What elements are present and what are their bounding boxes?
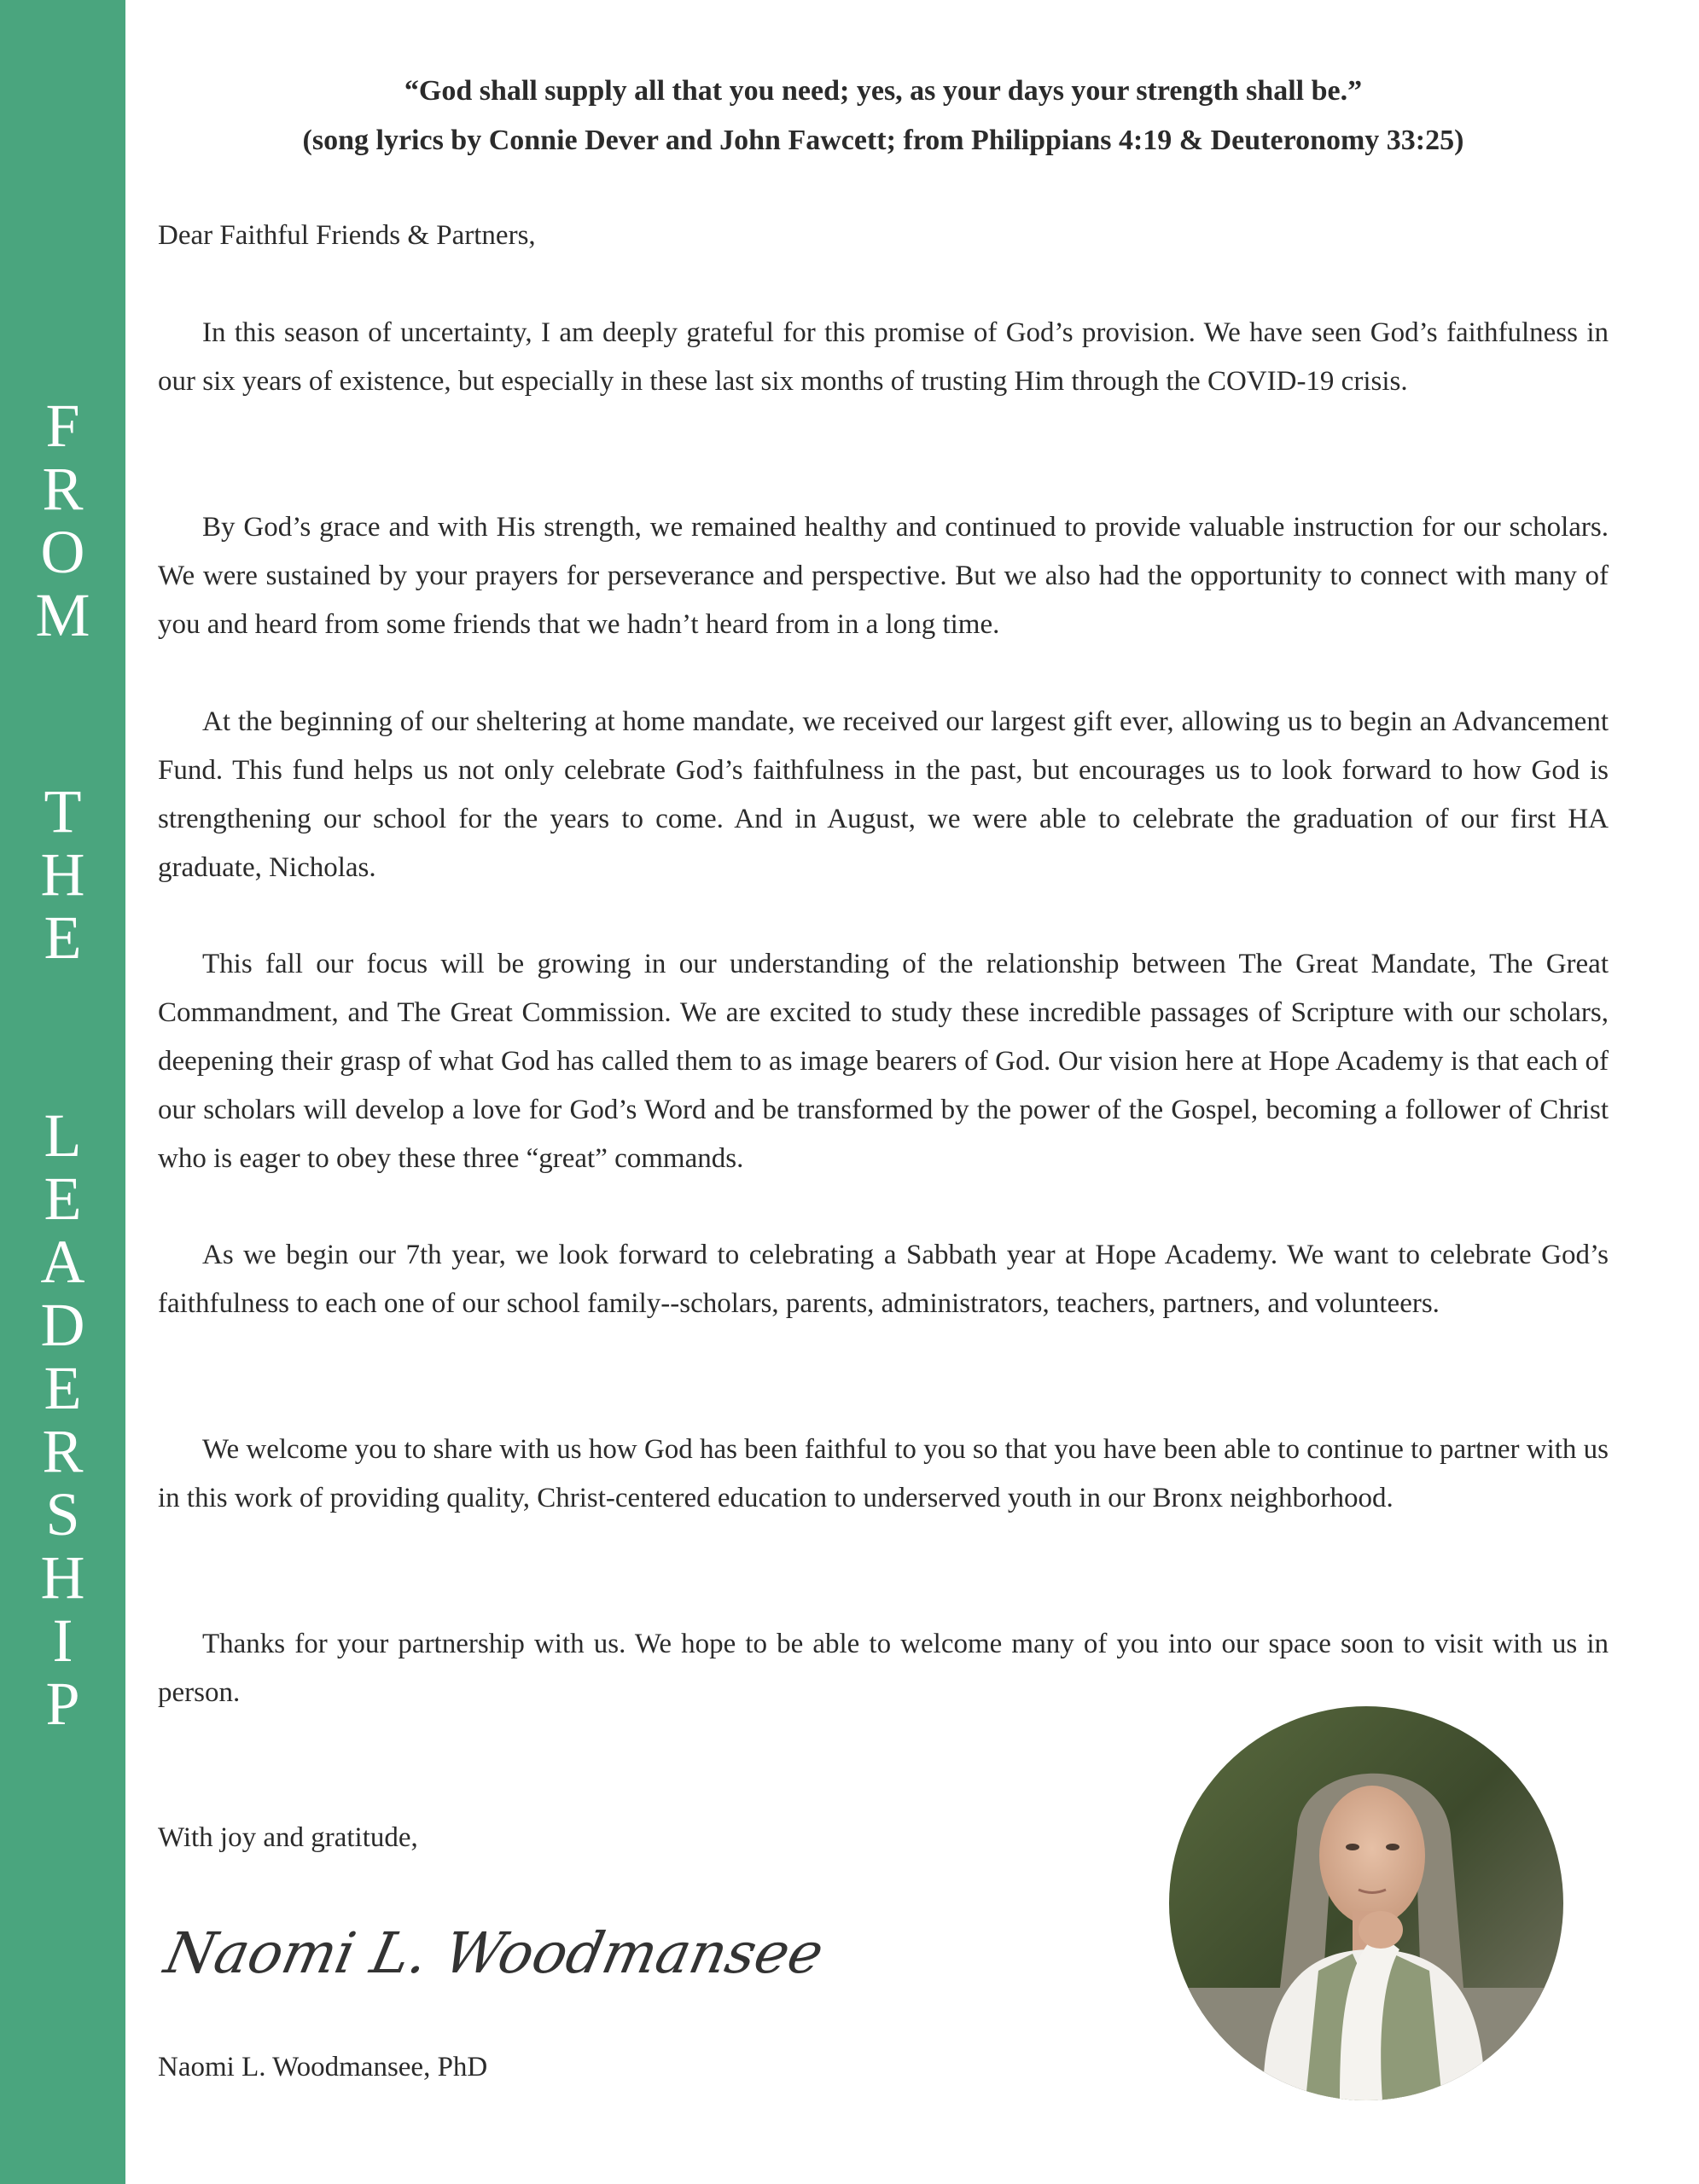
sidebar-letter: O xyxy=(40,518,85,586)
sidebar-letter: H xyxy=(40,840,85,909)
sidebar-letter: E xyxy=(44,1354,82,1422)
letter-paragraph: In this season of uncertainty, I am deeply grateful for this promise of God’s provision. We have seen God’s faithfulness in our six years of existence, but especially in these last six months of trusting Him through the COVID-19 crisis. xyxy=(158,317,1609,397)
handwritten-signature: Naomi L. Woodmansee xyxy=(159,1920,829,1986)
sidebar-letter: T xyxy=(44,777,82,845)
sidebar-letter: I xyxy=(52,1606,73,1675)
sidebar-banner xyxy=(0,0,125,2184)
letter-paragraph: By God’s grace and with His strength, we remained healthy and continued to provide valuable instruction for our scholars. We were sustained by your prayers for perseverance and perspective. But we also had the opportunity to connect with many of you and heard from some friends that we hadn’t heard from in a long time. xyxy=(158,512,1609,640)
sidebar-letter: D xyxy=(40,1291,85,1359)
salutation: Dear Faithful Friends & Partners, xyxy=(158,220,536,251)
sidebar-letter: E xyxy=(44,1165,82,1233)
sidebar-word-the xyxy=(0,777,125,972)
sidebar-letter: L xyxy=(44,1101,82,1170)
sidebar-letter: A xyxy=(40,1228,85,1296)
letter-paragraph: This fall our focus will be growing in our understanding of the relationship between The Great Mandate, The Great Commandment, and The Great Commission. We are excited to study these incredible passages of Scripture with our scholars, deepening their grasp of what God has called them to as image bearers of God. Our vision here at Hope Academy is that each of our scholars will develop a love for God’s Word and be transformed by the power of the Gospel, becoming a follower of Christ who is eager to obey these three “great” commands. xyxy=(158,949,1609,1174)
sidebar-letter: S xyxy=(45,1480,80,1548)
sidebar-letter: F xyxy=(45,392,80,460)
letter-paragraph: As we begin our 7th year, we look forward to celebrating a Sabbath year at Hope Academy. We want to celebrate God’s faithfulness to each one of our school family--scholars, parents, administrators, teachers, partners, and volunteers. xyxy=(158,1240,1609,1319)
author-portrait-photo xyxy=(1169,1706,1563,2100)
sidebar-letter: H xyxy=(40,1543,85,1612)
closing: With joy and gratitude, xyxy=(158,1822,418,1853)
signer-name: Naomi L. Woodmansee, PhD xyxy=(158,2052,488,2082)
sidebar-letter: R xyxy=(42,1417,84,1485)
portrait-illustration xyxy=(1169,1706,1563,2100)
sidebar-letter: M xyxy=(35,581,90,649)
sidebar-letter: E xyxy=(44,903,82,972)
letter-paragraph: Thanks for your partnership with us. We hope to be able to welcome many of you into our space soon to visit with us in person. xyxy=(158,1629,1609,1708)
epigraph-quote: “God shall supply all that you need; yes, as your days your strength shall be.” xyxy=(404,75,1363,107)
sidebar-letter: P xyxy=(45,1670,80,1738)
epigraph-attribution: (song lyrics by Connie Dever and John Fawcett; from Philippians 4:19 & Deuteronomy 33:25) xyxy=(302,125,1464,156)
sidebar-word-leadership xyxy=(0,1101,125,1738)
letter-paragraph: At the beginning of our sheltering at home mandate, we received our largest gift ever, allowing us to begin an Advancement Fund. This fund helps us not only celebrate God’s faithfulness in the past, but encourages us to look forward to how God is strengthening our school for the years to come. And in August, we were able to celebrate the graduation of our first HA graduate, Nicholas. xyxy=(158,706,1609,883)
letter-paragraph: We welcome you to share with us how God has been faithful to you so that you have been able to continue to partner with us in this work of providing quality, Christ-centered education to underserved youth in our Bronx neighborhood. xyxy=(158,1434,1609,1513)
sidebar-letter: R xyxy=(42,455,84,523)
sidebar-word-from xyxy=(0,394,125,647)
